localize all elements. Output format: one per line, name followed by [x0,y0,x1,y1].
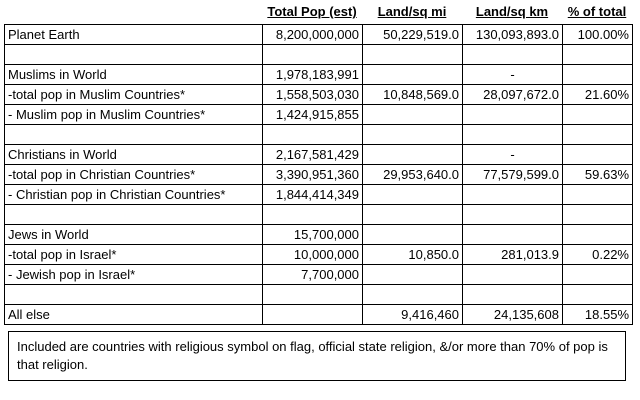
table-row [5,145,633,165]
pct-total-cell: 21.60% [563,85,633,105]
land-sq-km-cell: 24,135,608 [463,305,563,325]
land-sq-mi-cell [363,265,463,285]
pct-total-cell: 59.63% [563,165,633,185]
row-label: Muslims in World [5,65,263,85]
land-sq-mi-cell [363,185,463,205]
land-sq-mi-cell: 10,850.0 [363,245,463,265]
pct-total-cell [563,185,633,205]
row-label: Christians in World [5,145,263,165]
pct-total-cell [563,45,633,65]
table-row [5,25,633,45]
land-sq-mi-cell [363,105,463,125]
row-label: Jews in World [5,225,263,245]
row-label: - Muslim pop in Muslim Countries* [5,105,263,125]
total-pop-cell: 1,978,183,991 [263,65,363,85]
table-row [5,305,633,325]
land-sq-mi-cell: 50,229,519.0 [363,25,463,45]
land-sq-km-cell [463,225,563,245]
header-pct-total: % of total [567,4,627,19]
table-row [5,205,633,225]
total-pop-cell [263,305,363,325]
table-row [5,285,633,305]
land-sq-km-cell: - [463,145,563,165]
table-row [5,45,633,65]
header-land-sq-km: Land/sq km [475,4,549,19]
table-row [5,85,633,105]
total-pop-cell [263,205,363,225]
pct-total-cell [563,145,633,165]
row-label: - Christian pop in Christian Countries* [5,185,263,205]
row-label: Planet Earth [5,25,263,45]
row-label: -total pop in Israel* [5,245,263,265]
land-sq-km-cell [463,265,563,285]
table-row [5,265,633,285]
total-pop-cell [263,45,363,65]
pct-total-cell [563,65,633,85]
header-total-pop: Total Pop (est) [267,4,357,19]
land-sq-km-cell [463,285,563,305]
table-row [5,105,633,125]
total-pop-cell: 3,390,951,360 [263,165,363,185]
land-sq-mi-cell: 29,953,640.0 [363,165,463,185]
land-sq-km-cell: 130,093,893.0 [463,25,563,45]
land-sq-mi-cell: 10,848,569.0 [363,85,463,105]
land-sq-km-cell [463,105,563,125]
pct-total-cell [563,105,633,125]
row-label: All else [5,305,263,325]
land-sq-km-cell [463,185,563,205]
row-label [5,205,263,225]
row-label: -total pop in Muslim Countries* [5,85,263,105]
total-pop-cell [263,125,363,145]
land-sq-mi-cell: 9,416,460 [363,305,463,325]
land-sq-mi-cell [363,205,463,225]
land-sq-km-cell [463,45,563,65]
header-land-sq-mi: Land/sq mi [377,4,447,19]
land-sq-mi-cell [363,65,463,85]
table-row [5,225,633,245]
pct-total-cell: 18.55% [563,305,633,325]
pct-total-cell [563,265,633,285]
total-pop-cell: 10,000,000 [263,245,363,265]
footnote-box [8,331,626,381]
land-sq-km-cell: 281,013.9 [463,245,563,265]
row-label: -total pop in Christian Countries* [5,165,263,185]
land-sq-mi-cell [363,45,463,65]
total-pop-cell [263,285,363,305]
land-sq-mi-cell [363,125,463,145]
pct-total-cell [563,125,633,145]
land-sq-mi-cell [363,145,463,165]
row-label [5,45,263,65]
total-pop-cell: 2,167,581,429 [263,145,363,165]
pct-total-cell [563,225,633,245]
land-sq-km-cell: 77,579,599.0 [463,165,563,185]
total-pop-cell: 1,558,503,030 [263,85,363,105]
land-sq-km-cell: - [463,65,563,85]
footnote-text: Included are countries with religious symbol on flag, official state religion, &/or more than 70% of pop is that religion. [17,339,608,372]
total-pop-cell: 1,844,414,349 [263,185,363,205]
land-sq-mi-cell [363,285,463,305]
table-row [5,245,633,265]
row-label [5,285,263,305]
table-row [5,65,633,85]
total-pop-cell: 7,700,000 [263,265,363,285]
pct-total-cell: 100.00% [563,25,633,45]
total-pop-cell: 15,700,000 [263,225,363,245]
row-label: - Jewish pop in Israel* [5,265,263,285]
land-sq-km-cell [463,205,563,225]
table-row [5,185,633,205]
land-sq-mi-cell [363,225,463,245]
pct-total-cell: 0.22% [563,245,633,265]
row-label [5,125,263,145]
table-row [5,125,633,145]
land-sq-km-cell: 28,097,672.0 [463,85,563,105]
land-sq-km-cell [463,125,563,145]
table-row [5,165,633,185]
pct-total-cell [563,205,633,225]
total-pop-cell: 1,424,915,855 [263,105,363,125]
population-table [4,24,633,325]
pct-total-cell [563,285,633,305]
total-pop-cell: 8,200,000,000 [263,25,363,45]
